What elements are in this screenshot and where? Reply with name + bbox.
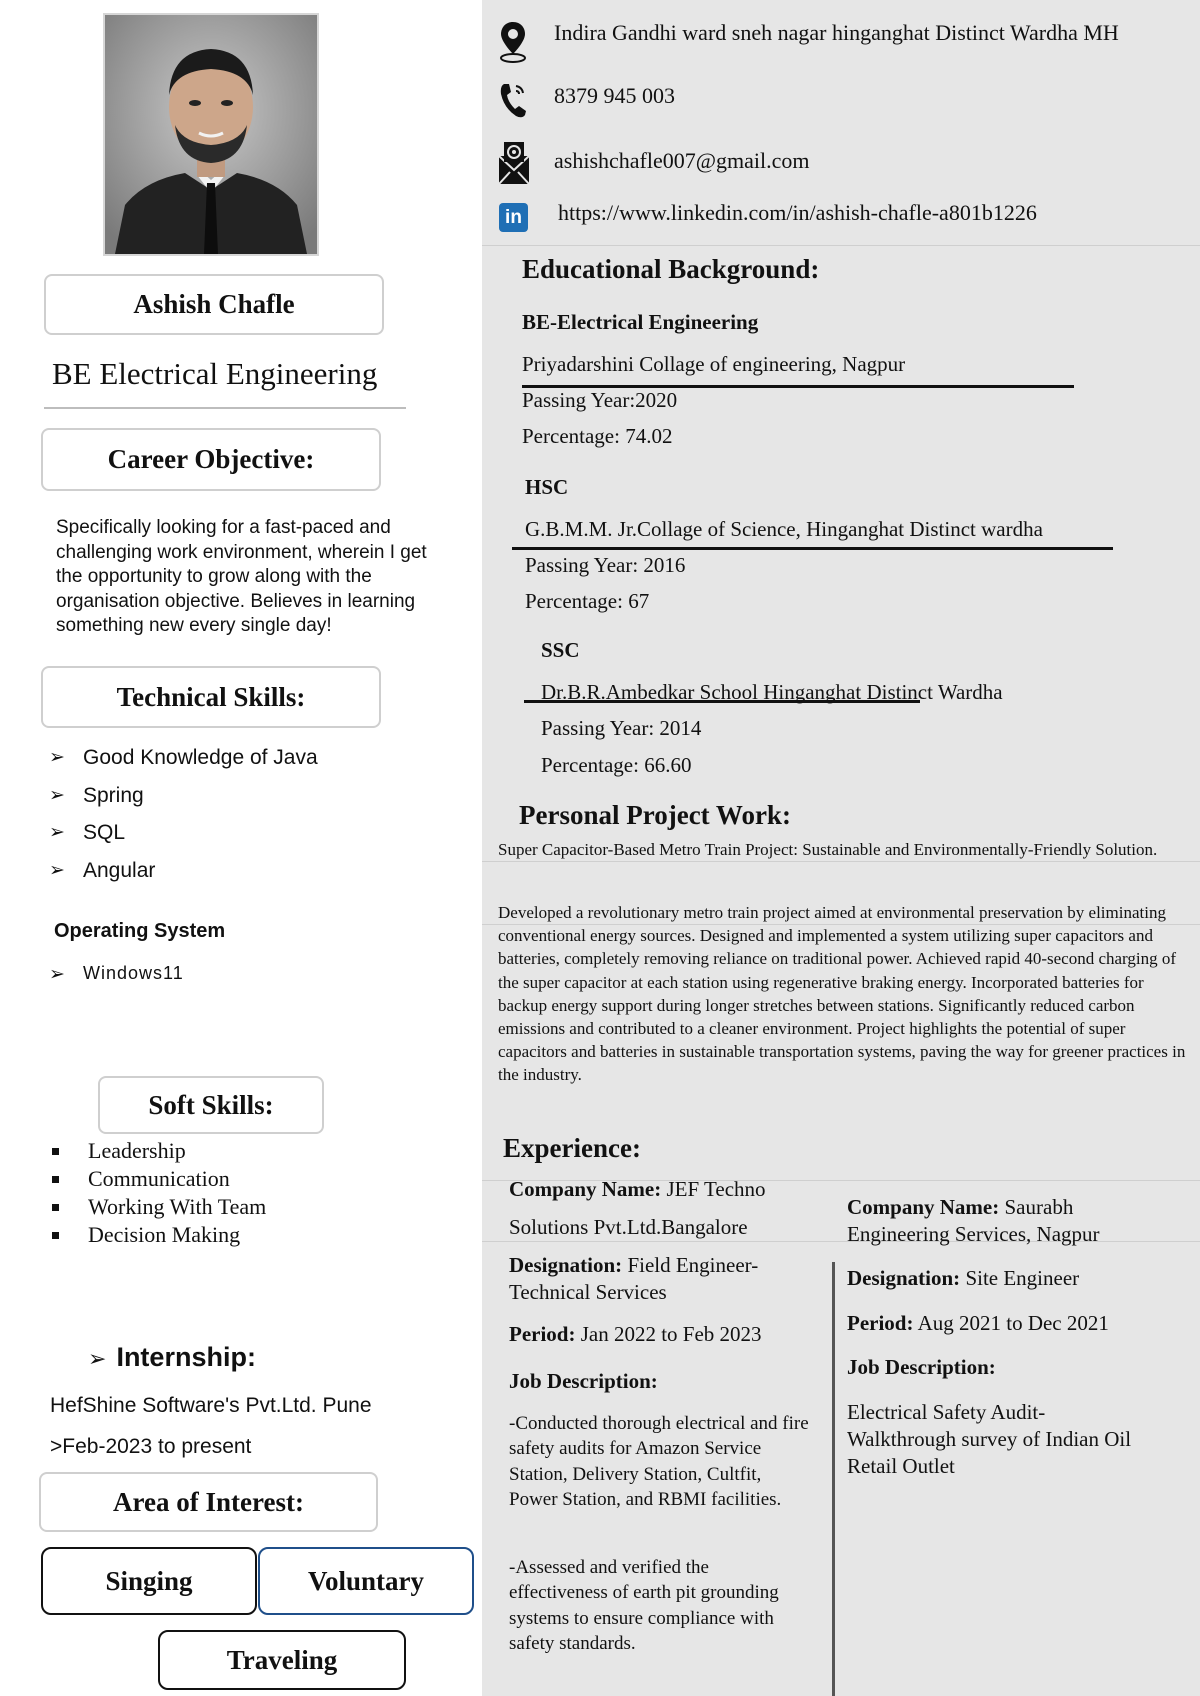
education-percentage: Percentage: 74.02 (522, 424, 673, 448)
experience-heading: Experience: (503, 1133, 641, 1163)
list-item: Communication (52, 1166, 266, 1194)
degree-divider (44, 407, 406, 409)
list-item: Decision Making (52, 1222, 266, 1250)
email-icon (497, 140, 531, 186)
operating-system-list (49, 963, 184, 1001)
job-description: -Conducted thorough electrical and fire safety audits for Amazon Service Station, Delivery Station, Cultfit, Power Station, and RBMI facilities. (509, 1413, 809, 1510)
job-description-label: Job Description: (847, 1355, 996, 1379)
experience-column-divider (832, 1262, 835, 1696)
operating-system-heading: Operating System (54, 920, 226, 942)
list-item: ➢ Good Knowledge of Java (49, 746, 318, 784)
phone-icon (498, 80, 528, 120)
interest-label: Voluntary (307, 1565, 425, 1596)
company-name: JEF Techno Solutions Pvt.Ltd.Bangalore (509, 1177, 766, 1239)
linkedin-icon: in (499, 203, 528, 232)
degree-title: BE Electrical Engineering (52, 356, 378, 391)
area-of-interest-heading: Area of Interest: (113, 1486, 304, 1517)
technical-skills-heading: Technical Skills: (116, 681, 306, 712)
designation-value: Field Engineer-Technical Services (509, 1253, 759, 1304)
education-percentage: Percentage: 67 (525, 589, 650, 613)
list-item: ➢ Angular (49, 859, 318, 897)
interest-label: Traveling (226, 1644, 338, 1675)
career-objective-box (41, 428, 381, 491)
technical-skills-box (41, 666, 381, 728)
internship-heading-row (88, 1342, 256, 1373)
name-box (44, 274, 384, 335)
phone-text: 8379 945 003 (554, 83, 675, 108)
list-item: ➢ Spring (49, 784, 318, 822)
interest-traveling (158, 1630, 406, 1690)
company-label: Company Name: (847, 1195, 1000, 1219)
contact-divider (482, 245, 1200, 246)
area-of-interest-box (39, 1472, 378, 1532)
project-title: Super Capacitor-Based Metro Train Project: Sustainable and Environmentally-Friendly Solution. (498, 840, 1158, 859)
period-value: Jan 2022 to Feb 2023 (575, 1322, 762, 1346)
candidate-name: Ashish Chafle (133, 289, 295, 319)
education-school: G.B.M.M. Jr.Collage of Science, Hinganghat Distinct wardha (525, 517, 1043, 541)
education-title: SSC (541, 638, 580, 662)
job-period (847, 1310, 1109, 1337)
designation-value: Site Engineer (960, 1266, 1080, 1290)
job-designation (509, 1252, 809, 1306)
period-label: Period: (509, 1322, 576, 1346)
education-title: HSC (525, 475, 569, 499)
left-column (0, 0, 482, 1696)
interest-singing (41, 1547, 257, 1615)
education-title: BE-Electrical Engineering (522, 310, 759, 334)
job-designation (847, 1265, 1079, 1292)
internship-company: HefShine Software's Pvt.Ltd. Pune (50, 1394, 372, 1417)
linkedin-url[interactable]: https://www.linkedin.com/in/ashish-chafle-a801b1226 (558, 200, 1037, 225)
education-school: Dr.B.R.Ambedkar School Hinganghat Distinct Wardha (541, 680, 1003, 704)
internship-period: >Feb-2023 to present (50, 1435, 252, 1458)
career-objective-heading: Career Objective: (107, 444, 315, 474)
education-school: Priyadarshini Collage of engineering, Nagpur (522, 352, 906, 376)
job-period (509, 1321, 762, 1348)
job-company (847, 1194, 1177, 1248)
project-description: Developed a revolutionary metro train project aimed at environmental preservation by eliminating conventional energy sources. Designed and implemented a system utilizing super capacitors and batteries, completely removing reliance on traditional power. Achieved rapid 40-second charging of the super capacitor at each station using regenerative braking energy. Incorporated batteries for backup energy support during longer stretches between stations. Significantly reduced carbon emissions and contributed to a cleaner environment. Project highlights the potential of super capacitors and batteries in sustainable transportation systems, paving the way for greener practices in the industry. (498, 903, 1186, 1085)
technical-skills-list (49, 746, 318, 896)
education-year: Passing Year: 2014 (541, 716, 702, 740)
right-column (482, 0, 1200, 1696)
interest-voluntary (258, 1547, 474, 1615)
designation-label: Designation: (847, 1266, 961, 1290)
company-label: Company Name: (509, 1177, 662, 1201)
job-description-label: Job Description: (509, 1369, 658, 1393)
email-text: ashishchafle007@gmail.com (554, 148, 810, 173)
list-item: ➢ Windows11 (49, 963, 184, 1001)
job-company (509, 1170, 809, 1246)
list-item: ➢ SQL (49, 821, 318, 859)
interest-label: Singing (105, 1565, 193, 1596)
education-percentage: Percentage: 66.60 (541, 753, 692, 777)
soft-skills-list (52, 1138, 266, 1250)
soft-skills-heading: Soft Skills: (148, 1089, 274, 1120)
address-text: Indira Gandhi ward sneh nagar hinganghat Distinct Wardha MH (554, 20, 1119, 45)
period-value: Aug 2021 to Dec 2021 (913, 1311, 1109, 1335)
underline (512, 547, 1113, 550)
company-name: Saurabh Engineering Services, Nagpur (847, 1195, 1100, 1246)
job-description: Electrical Safety Audit- Walkthrough survey of Indian Oil Retail Outlet (847, 1400, 1132, 1478)
education-year: Passing Year:2020 (522, 388, 678, 412)
list-item: Leadership (52, 1138, 266, 1166)
internship-heading: Internship: (116, 1342, 256, 1372)
education-heading: Educational Background: (522, 254, 820, 284)
designation-label: Designation: (509, 1253, 623, 1277)
location-pin-icon (498, 20, 528, 64)
list-item: Working With Team (52, 1194, 266, 1222)
arrow-icon: ➢ (88, 1347, 107, 1372)
job-description: -Assessed and verified the effectiveness of earth pit grounding systems to ensure compliance with safety standards. (509, 1557, 779, 1654)
soft-skills-box (98, 1076, 324, 1134)
career-objective-text: Specifically looking for a fast-paced and challenging work environment, wherein I get the opportunity to grow along with the organisation objective. Believes in learning something new every single day! (56, 517, 427, 636)
project-heading: Personal Project Work: (519, 800, 791, 830)
underline (524, 700, 920, 703)
project-divider (482, 861, 1200, 862)
project-divider (482, 924, 1200, 925)
period-label: Period: (847, 1311, 914, 1335)
profile-photo (103, 13, 319, 256)
education-year: Passing Year: 2016 (525, 553, 686, 577)
